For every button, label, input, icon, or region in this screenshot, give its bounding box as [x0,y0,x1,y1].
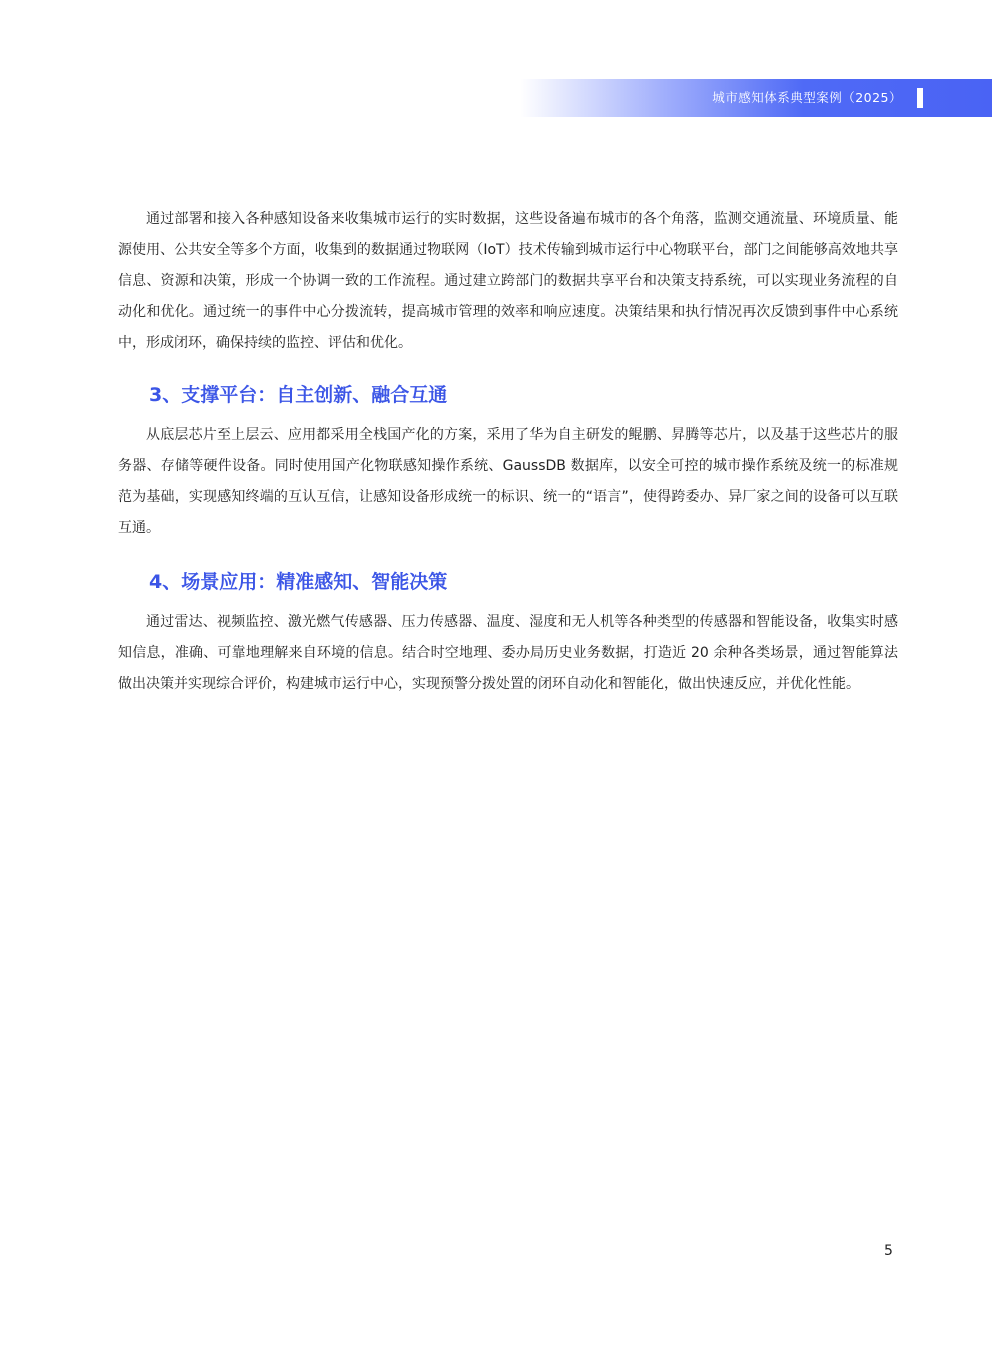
section-3-paragraph: 从底层芯片至上层云、应用都采用全栈国产化的方案，采用了华为自主研发的鲲鹏、昇腾等芯片，以及基于这些芯片的服务器、存储等硬件设备。同时使用国产化物联感知操作系统、GaussDB 数据库，以安全可控的城市操作系统及统一的标准规范为基础，实现感知终端的互认互信，让感知设备形成统一的标识、统一的“语言”，使得跨委办、异厂家之间的设备可以互联互通。 [118,427,898,536]
section-4-paragraph: 通过雷达、视频监控、激光燃气传感器、压力传感器、温度、湿度和无人机等各种类型的传感器和智能设备，收集实时感知信息，准确、可靠地理解来自环境的信息。结合时空地理、委办局历史业务数据，打造近 20 余种各类场景，通过智能算法做出决策并实现综合评价，构建城市运行中心，实现预警分拨处置的闭环自动化和智能化，做出快速反应，并优化性能。 [118,614,898,692]
section-4-heading: 4、场景应用：精准感知、智能决策 [149,571,448,593]
section-3-heading: 3、支撑平台：自主创新、融合互通 [149,384,448,406]
main-content [118,204,898,700]
header-band [520,79,992,117]
intro-paragraph: 通过部署和接入各种感知设备来收集城市运行的实时数据，这些设备遍布城市的各个角落，监测交通流量、环境质量、能源使用、公共安全等多个方面，收集到的数据通过物联网（IoT）技术传输到城市运行中心物联平台，部门之间能够高效地共享信息、资源和决策，形成一个协调一致的工作流程。通过建立跨部门的数据共享平台和决策支持系统，可以实现业务流程的自动化和优化。通过统一的事件中心分拨流转，提高城市管理的效率和响应速度。决策结果和执行情况再次反馈到事件中心系统中，形成闭环，确保持续的监控、评估和优化。 [118,211,898,351]
page-number: 5 [884,1243,893,1259]
header-accent-bar [917,88,923,108]
running-header-title: 城市感知体系典型案例（2025） [712,90,902,105]
